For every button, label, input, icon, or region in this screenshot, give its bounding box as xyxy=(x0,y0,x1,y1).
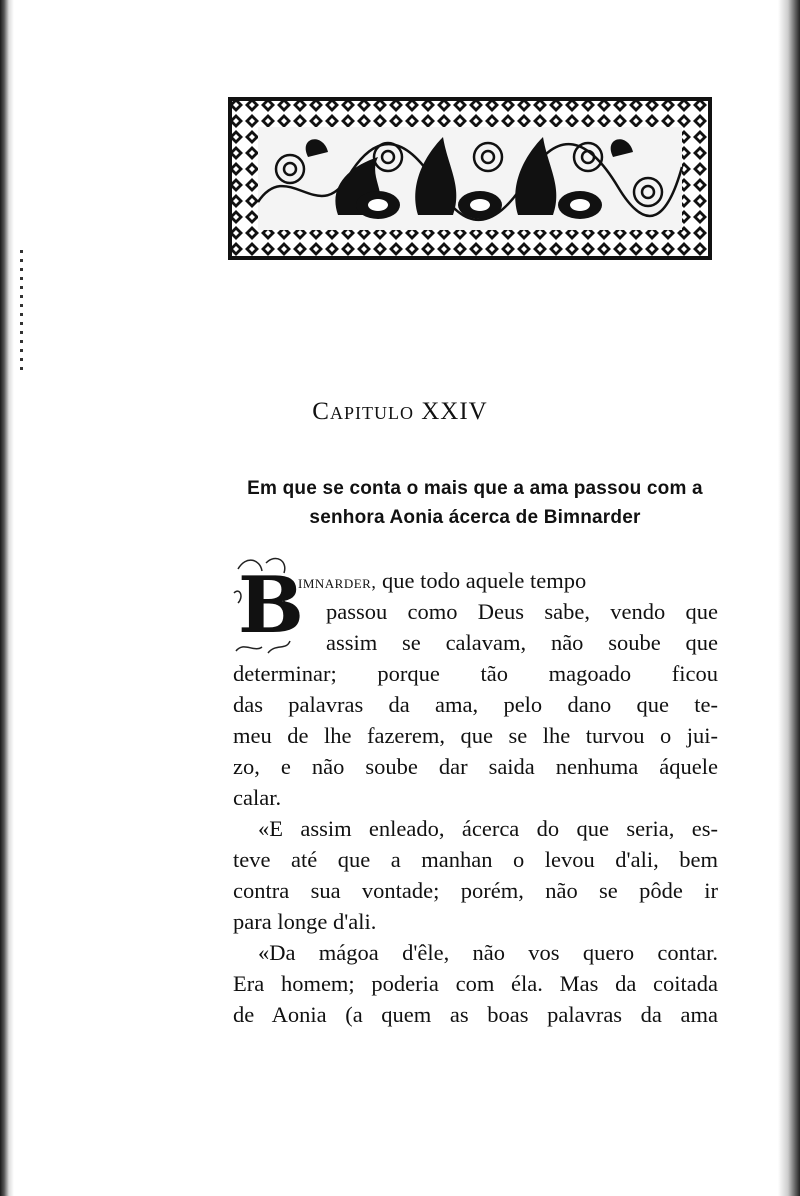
text-line-7: zo, e não soube dar saida nenhuma áquele xyxy=(233,754,718,779)
chapter-subtitle xyxy=(240,474,710,532)
chapter-title: Capitulo XXIV xyxy=(312,398,488,425)
first-word: imnarder, xyxy=(298,572,377,592)
text-line-15: de Aonia (a quem as boas palavras da ama xyxy=(233,1002,718,1027)
page-edge-right xyxy=(778,0,800,1196)
drop-cap-letter: B xyxy=(238,560,304,651)
text-line-13: «Da mágoa d'êle, não vos quero contar. xyxy=(258,940,718,965)
text-line-4: determinar; porque tão magoado ficou xyxy=(233,661,718,686)
text-line-11: contra sua vontade; porém, não se pôde ir xyxy=(233,878,718,903)
text-line-5: das palavras da ama, pelo dano que te- xyxy=(233,692,718,717)
text-line-1: imnarder, que todo aquele tempo xyxy=(298,568,587,593)
text-line-8: calar. xyxy=(233,785,282,810)
drop-cap-ornament xyxy=(232,553,304,661)
text-line-6: meu de lhe fazerem, que se lhe turvou o jui- xyxy=(233,723,718,748)
subtitle-line-1: Em que se conta o mais que a ama passou com a xyxy=(247,478,703,499)
subtitle-line-2: senhora Aonia ácerca de Bimnarder xyxy=(309,507,641,528)
page-edge-left xyxy=(0,0,14,1196)
text-line-12: para longe d'ali. xyxy=(233,909,377,934)
text-line-3: assim se calavam, não soube que xyxy=(326,630,718,655)
text-line-14: Era homem; poderia com éla. Mas da coitada xyxy=(233,971,718,996)
text-line-2: passou como Deus sabe, vendo que xyxy=(326,599,718,624)
text-line-9: «E assim enleado, ácerca do que seria, es- xyxy=(258,816,718,841)
ornamental-headpiece xyxy=(228,97,712,260)
text-line-10: teve até que a manhan o levou d'ali, bem xyxy=(233,847,718,872)
